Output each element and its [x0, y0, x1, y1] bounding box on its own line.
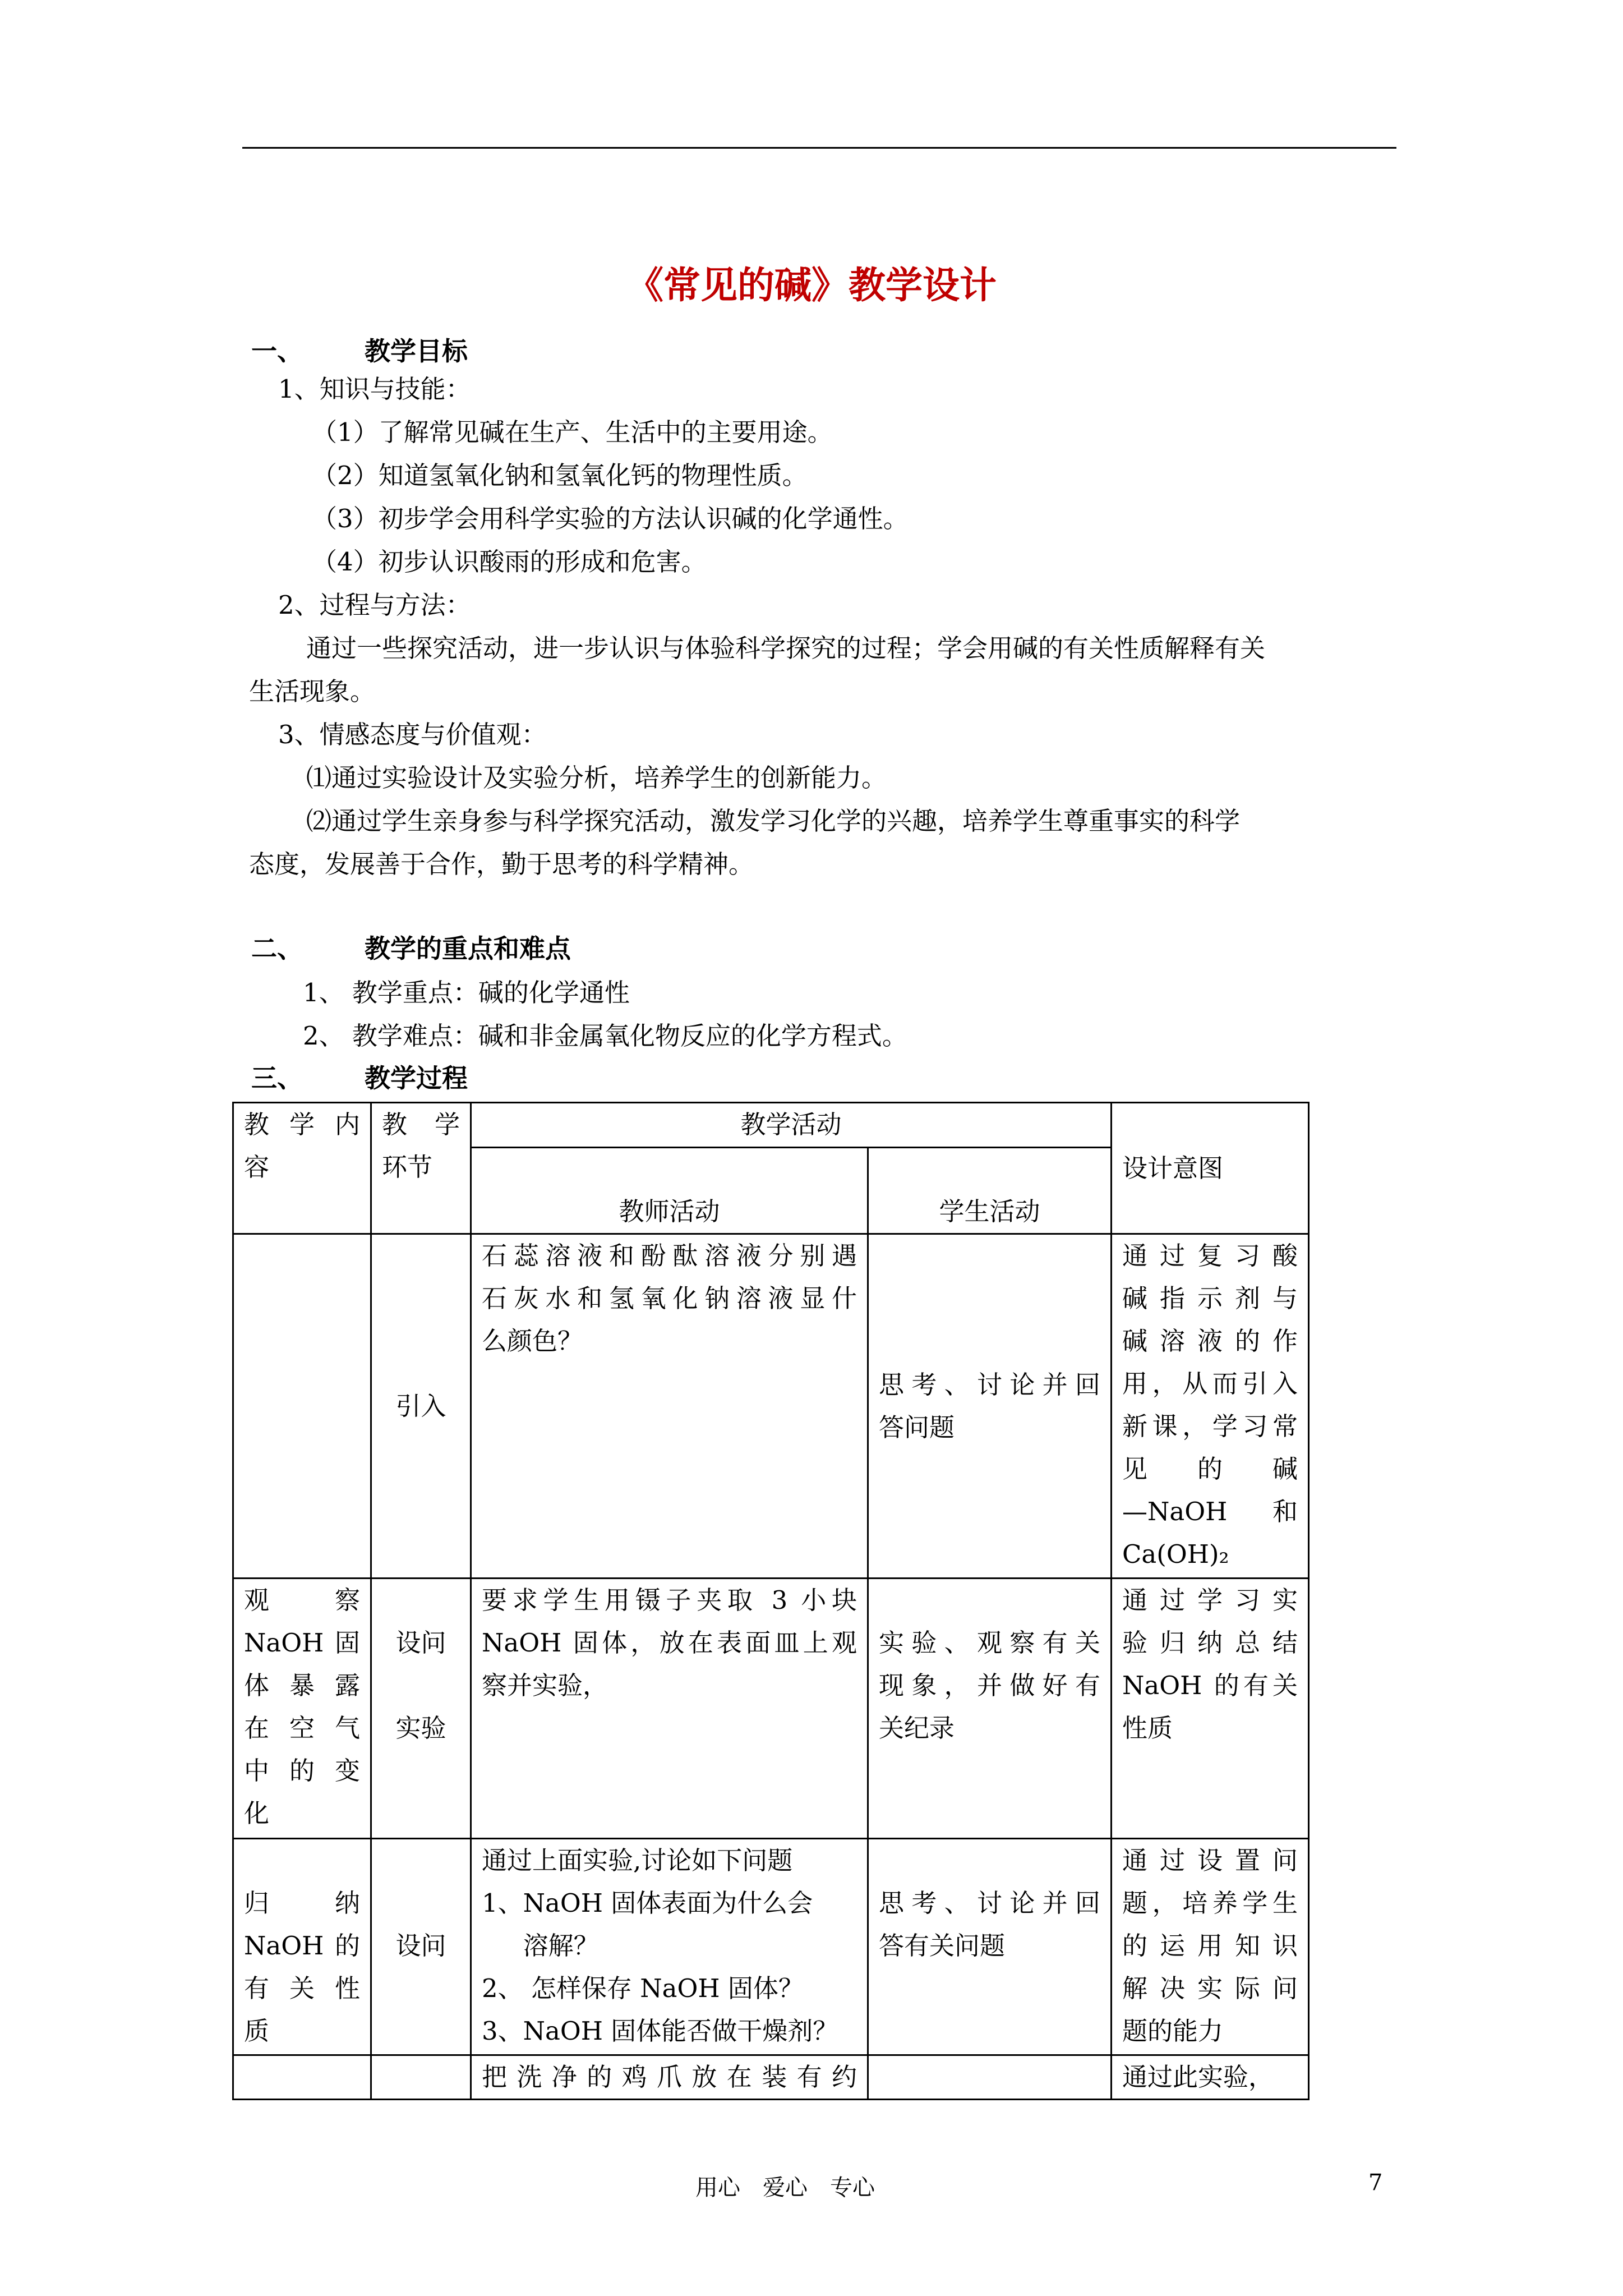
- cell-line: 质: [244, 2016, 270, 2046]
- list-item: （2）知道氢氧化钠和氢氧化钙的物理性质。: [312, 461, 808, 490]
- table-row: [233, 1234, 1309, 1579]
- cell-student: [868, 1839, 1112, 2055]
- header-content-line: 教学内: [244, 1110, 360, 1139]
- cell-student: [868, 1579, 1112, 1839]
- table-row: [233, 1579, 1309, 1839]
- cell-line: 3、NaOH 固体能否做干燥剂？: [482, 2016, 838, 2046]
- cell-line: NaOH 的: [244, 1931, 360, 1961]
- cell-line: 有关性: [244, 1973, 360, 2003]
- subheading-attitude: 3、情感态度与价值观：: [278, 720, 547, 749]
- cell-line: 观 察: [244, 1585, 360, 1615]
- cell-line: 要求学生用镊子夹取 3 小块: [482, 1585, 857, 1615]
- table-row: [233, 1839, 1309, 2055]
- cell-line: 设问: [395, 1931, 446, 1961]
- list-item: （1）了解常见碱在生产、生活中的主要用途。: [312, 417, 833, 447]
- cell-line: 化: [244, 1798, 270, 1828]
- section-heading-1: 教学目标: [365, 336, 468, 366]
- cell-teacher: [471, 1579, 868, 1839]
- header-rule: [242, 147, 1396, 149]
- cell-stage: [371, 1234, 471, 1579]
- cell-content: [233, 1579, 371, 1839]
- cell-line: NaOH 固体，放在表面皿上观: [482, 1628, 857, 1658]
- cell-stage: [371, 1839, 471, 2055]
- cell-line: 见 的 碱: [1122, 1454, 1298, 1484]
- cell-line: 的运用知识: [1122, 1931, 1298, 1961]
- cell-line: 通过上面实验,讨论如下问题: [482, 1846, 793, 1875]
- cell-line: 题，培养学生: [1122, 1888, 1298, 1918]
- cell-line: 思考、讨论并回: [879, 1888, 1100, 1918]
- cell-line: 碱指示剂与: [1122, 1283, 1298, 1313]
- list-item: 2、 教学难点：碱和非金属氧化物反应的化学方程式。: [303, 1021, 907, 1051]
- list-item: ⑴通过实验设计及实验分析，培养学生的创新能力。: [306, 763, 887, 793]
- cell-line: 关纪录: [879, 1713, 955, 1743]
- cell-line: 通过设置问: [1122, 1846, 1298, 1875]
- cell-line: 2、 怎样保存 NaOH 固体？: [482, 1973, 804, 2003]
- cell-teacher: [471, 1839, 868, 2055]
- cell-line: 在空气: [244, 1713, 360, 1743]
- section-heading-3: 教学过程: [365, 1063, 468, 1093]
- teaching-process-table: [232, 1102, 1310, 2100]
- cell-teacher: [471, 2055, 868, 2100]
- header-stage: [371, 1103, 471, 1234]
- section-number-1: 一、: [251, 336, 303, 366]
- header-stage-line: 环节: [382, 1152, 433, 1182]
- cell-line: —NaOH 和: [1122, 1497, 1298, 1526]
- subheading-process: 2、过程与方法：: [278, 590, 471, 620]
- section-number-3: 三、: [251, 1063, 303, 1093]
- cell-line: 引入: [395, 1391, 446, 1421]
- cell-line: 思考、讨论并回: [879, 1369, 1100, 1400]
- header-content: [233, 1103, 371, 1234]
- cell-line: 察并实验，: [482, 1671, 608, 1700]
- cell-intent: [1112, 2055, 1309, 2100]
- cell-line: 碱溶液的作: [1122, 1326, 1298, 1356]
- cell-line: 设问: [395, 1628, 446, 1658]
- cell-stage: [371, 2055, 471, 2100]
- cell-line: 石蕊溶液和酚酞溶液分别遇: [482, 1241, 857, 1271]
- cell-line: 解决实际问: [1122, 1973, 1298, 2003]
- cell-line: 体暴露: [244, 1671, 360, 1700]
- cell-line: 1、NaOH 固体表面为什么会: [482, 1888, 813, 1918]
- section-number-2: 二、: [251, 933, 303, 964]
- page-title: 《常见的碱》教学设计: [626, 263, 997, 307]
- cell-line: 归 纳: [244, 1888, 360, 1918]
- cell-line: 通过复习酸: [1122, 1241, 1298, 1271]
- cell-line: 性质: [1122, 1713, 1173, 1743]
- header-content-line: 容: [244, 1152, 270, 1182]
- cell-line: Ca(OH)₂: [1122, 1539, 1229, 1569]
- cell-line: 实验: [395, 1713, 446, 1743]
- cell-line: 石灰水和氢氧化钠溶液显什: [482, 1283, 857, 1313]
- list-item: （4）初步认识酸雨的形成和危害。: [312, 547, 707, 577]
- cell-line: 题的能力: [1122, 2016, 1224, 2046]
- cell-line: 验归纳总结: [1122, 1628, 1298, 1658]
- cell-line: 把洗净的鸡爪放在装有约: [482, 2062, 857, 2092]
- paragraph-line: ⑵通过学生亲身参与科学探究活动，激发学习化学的兴趣，培养学生尊重事实的科学: [306, 806, 1241, 836]
- cell-student: [868, 2055, 1112, 2100]
- cell-line: 么颜色？: [482, 1326, 583, 1356]
- cell-line: 现象，并做好有: [879, 1671, 1100, 1700]
- paragraph-line: 生活现象。: [249, 677, 376, 706]
- cell-line: 溶解？: [482, 1931, 599, 1961]
- cell-stage: [371, 1579, 471, 1839]
- header-stage-line: 教学: [382, 1110, 460, 1139]
- header-teacher: 教师活动: [471, 1148, 868, 1234]
- cell-content: [233, 1234, 371, 1579]
- section-heading-2: 教学的重点和难点: [365, 933, 571, 964]
- cell-line: NaOH 固: [244, 1628, 360, 1658]
- cell-line: 新课，学习常: [1122, 1411, 1298, 1441]
- cell-teacher: [471, 1234, 868, 1579]
- paragraph-line: 态度，发展善于合作，勤于思考的科学精神。: [249, 849, 754, 879]
- table-header-row: [233, 1103, 1309, 1148]
- cell-student: [868, 1234, 1112, 1579]
- list-item: 1、 教学重点：碱的化学通性: [303, 978, 630, 1007]
- header-intent: 设计意图: [1112, 1103, 1309, 1234]
- cell-line: 用，从而引入: [1122, 1369, 1298, 1398]
- cell-intent: [1112, 1839, 1309, 2055]
- cell-line: NaOH 的有关: [1122, 1671, 1298, 1700]
- list-item: （3）初步学会用科学实验的方法认识碱的化学通性。: [312, 504, 909, 533]
- cell-line: 通过此实验，: [1122, 2062, 1274, 2092]
- header-student: 学生活动: [868, 1148, 1112, 1234]
- page-number: 7: [1368, 2170, 1383, 2196]
- cell-line: 答有关问题: [879, 1931, 1006, 1961]
- cell-line: 中的变: [244, 1756, 360, 1786]
- footer-motto: 用心 爱心 专心: [695, 2175, 875, 2201]
- header-activity: 教学活动: [471, 1103, 1112, 1148]
- cell-line: 实验、观察有关: [879, 1628, 1100, 1658]
- cell-content: [233, 1839, 371, 2055]
- cell-line: 答问题: [879, 1412, 955, 1442]
- cell-line: 通过学习实: [1122, 1585, 1298, 1615]
- table-row: [233, 2055, 1309, 2100]
- cell-intent: [1112, 1579, 1309, 1839]
- subheading-knowledge: 1、知识与技能：: [278, 374, 471, 404]
- cell-content: [233, 2055, 371, 2100]
- cell-intent: [1112, 1234, 1309, 1579]
- paragraph-line: 通过一些探究活动，进一步认识与体验科学探究的过程；学会用碱的有关性质解释有关: [306, 633, 1266, 663]
